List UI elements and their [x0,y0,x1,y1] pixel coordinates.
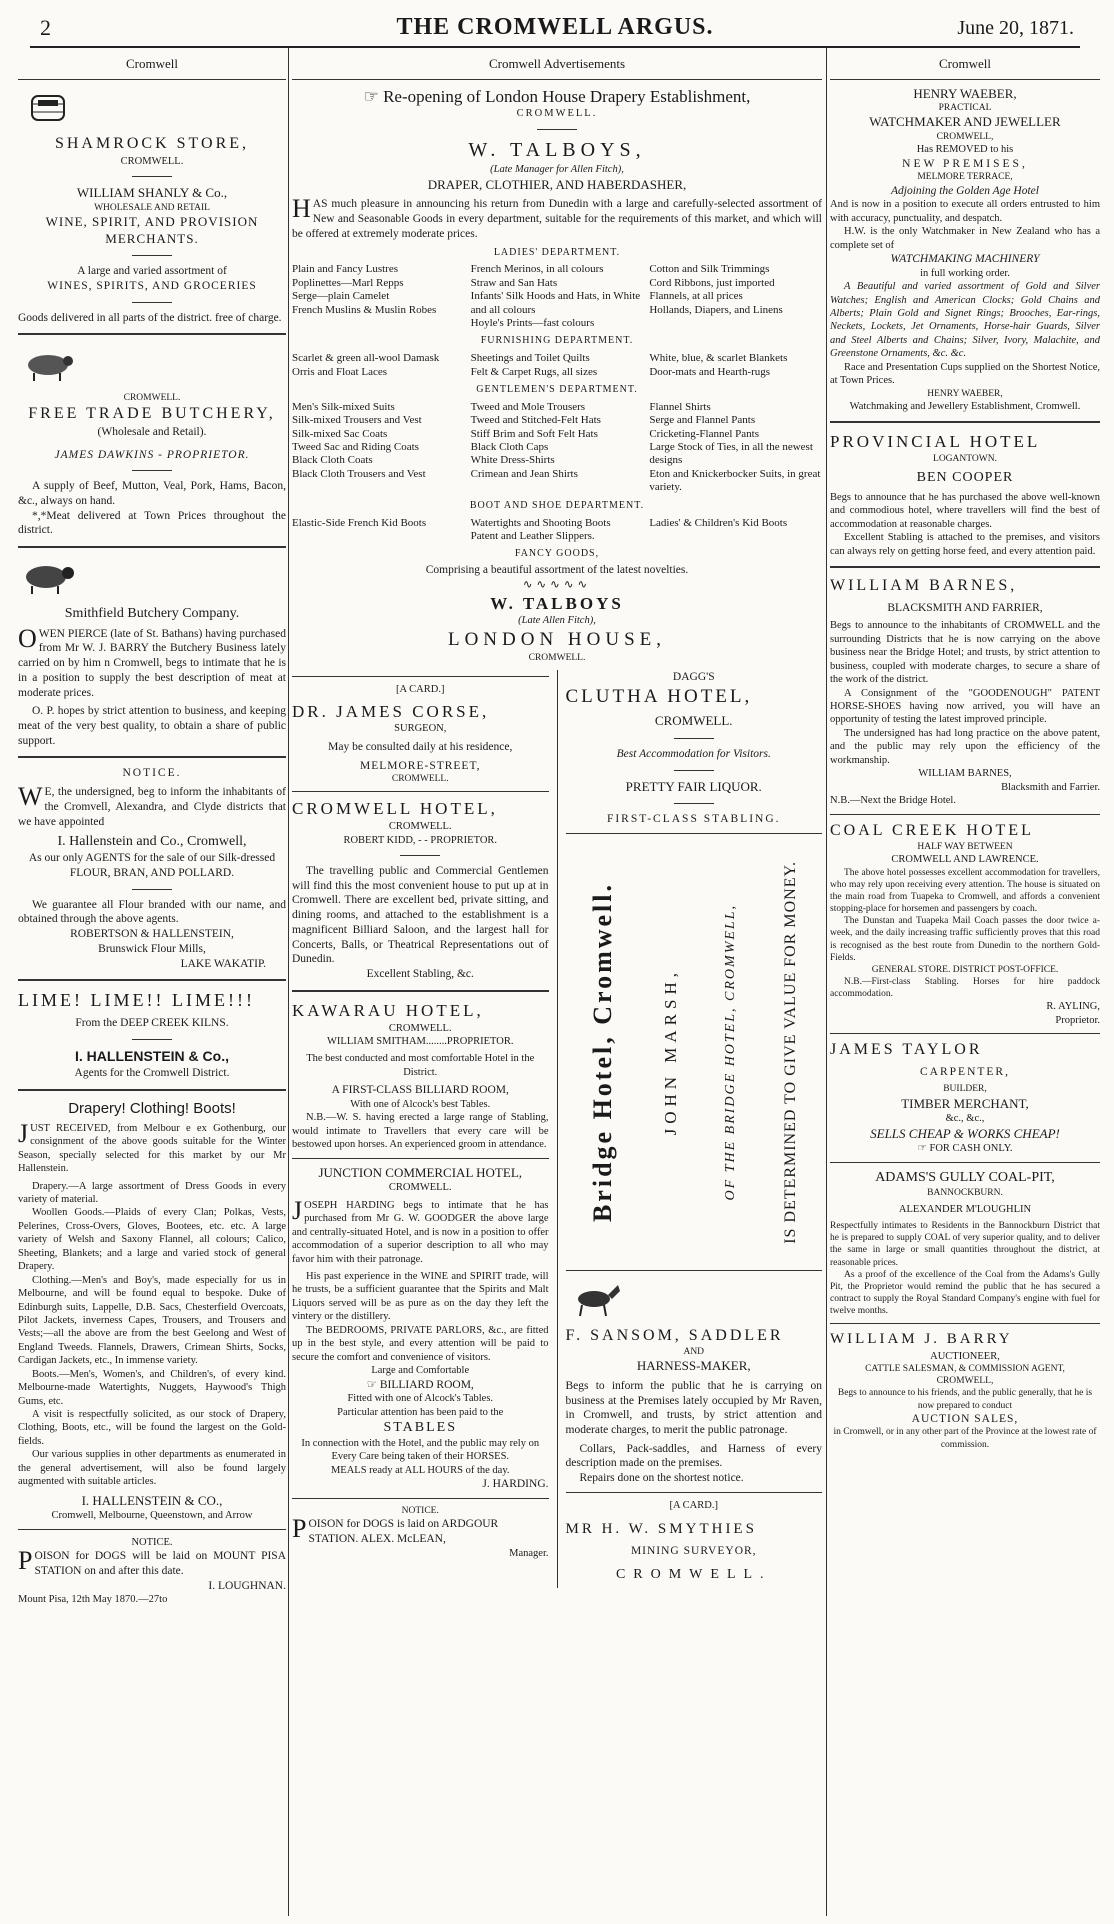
ad-coal-creek-hotel [830,821,1100,1028]
list-item: Men's Silk-mixed Suits Silk-mixed Trousers and Vest Silk-mixed Sac Coats Tweed Sac and Riding Coats Black Cloth Coats Black Cloth Trousers and Vest [292,400,426,480]
ad-title: ADAMS'S GULLY COAL-PIT, [875,1169,1055,1185]
rule [292,791,549,792]
list-item: Sheetings and Toilet Quilts Felt & Carpet Rugs, all sizes [470,352,598,378]
ad-smythies [566,1499,823,1584]
ad-title: COAL CREEK HOTEL [830,821,1034,839]
ad-title: WILLIAM J. BARRY [830,1331,1013,1348]
ad-text: A visit is respectfully solicited, as our stock of Drapery, Clothing, Boots, etc., will be found the largest on the Gold-fields. [18,1409,286,1447]
ad-text: Fitted with one of Alcock's Tables. [347,1393,494,1405]
pointing-hand-icon: ☞ [363,86,379,106]
column-divider [288,48,289,1916]
signature: Manager. [509,1547,549,1559]
ad-subhead: SURGEON, [394,723,447,735]
department-list [292,263,822,330]
ad-title: JUNCTION COMMERCIAL HOTEL, [318,1164,523,1180]
ad-place: CROMWELL. [654,713,733,729]
ad-place: CROMWELL. [120,155,184,167]
ad-subhead: (Late Manager for Allen Fitch), [490,164,624,176]
ad-title: Smithfield Butchery Company. [64,605,240,621]
rule [292,1498,549,1499]
department-heading: BOOT AND SHOE DEPARTMENT. [469,499,645,511]
barrel-engraving [18,90,78,126]
rule [292,1158,549,1159]
ad-text: Excellent Stabling, &c. [366,968,474,981]
proprietor: W. TALBOYS [490,593,624,613]
ad-kawarau-hotel [292,1000,549,1152]
department-heading: LADIES' DEPARTMENT. [493,246,621,258]
ad-text: Particular attention has been paid to the [337,1406,504,1418]
bull-engraving [18,560,78,596]
ad-title: SHAMROCK STORE, [54,135,250,153]
page-number: 2 [40,15,51,40]
ad-text: JOSEPH HARDING begs to intimate that he has purchased from Mr G. W. GOODGER the above large and centrally-situated Hotel, and is now in a position to offer accommodation of a superior description to all who may favor him with their patronage. [292,1195,549,1265]
firm-name: I. HALLENSTEIN & Co., [75,1048,229,1065]
ad-trade: AUCTIONEER, [930,1350,1000,1362]
masthead [30,8,1080,48]
ad-trade: DRAPER, CLOTHIER, AND HABERDASHER, [427,176,687,192]
rule [830,814,1100,815]
ad-text: Large and Comfortable [371,1365,470,1377]
proprietor: WILLIAM SMITHAM........PROPRIETOR. [327,1035,514,1047]
ad-place: CROMWELL. [388,1022,452,1034]
ad-text: MELMORE TERRACE, [917,172,1013,183]
rule [292,676,549,677]
ad-place: CROMWELL. [615,1567,772,1583]
ad-cromwell-hotel [292,798,549,981]
ad-title: CLUTHA HOTEL, [565,685,753,707]
list-item: White, blue, & scarlet Blankets Door-mats and Hearth-rugs [649,352,788,378]
ad-london-house: ☞ Re-opening of London House Drapery Establishment, CROMWELL. W. TALBOYS, (Late Manager for Allen Fitch), DRAPER, CLOTHIER, AND HABERDASHER, HAS much pleasure in announcing his return from Dunedin with a large and carefully-selected assortment of New and Seasonable Goods in every department, suitable for the requirements of this market, and which will be offered at extremely moderate prices. LADIES' DEPARTMENT. Plain and Fancy Lustres Poplinettes—Marl Repps Serge—plain Camelet French Muslins & Muslin Robes French Merinos, in all colours Straw and San Hats Infants' Silk Hoods and Hats, in White and all colours Hoyle's Prints—fast colours Cotton and Silk Trimmings Cord Ribbons, just imported Flannels, at all prices Hollands, Diapers, and Linens FURNISHING DEPARTMENT. Scarlet & green all-wool Damask Orris and Float Laces Sheetings and Toilet Quilts Felt & Carpet Rugs, all sizes White, blue, & scarlet Blankets Door-mats and Hearth-rugs GENTLEMEN'S DEPARTMENT. Men's Silk-mixed Suits Silk-mixed Trousers and Vest Silk-mixed Sac Coats Tweed Sac and Riding Coats Black Cloth Coats Black Cloth Trousers and Vest Tweed and Mole Trousers Tweed and Stitched-Felt Hats Stiff Brim and Soft Felt Hats Black Cloth Caps White Dress-Shirts Crimean and Jean Shirts Flannel Shirts Serge and Flannel Pants Cricketing-Flannel Pants Large Stock of Ties, in all the newest designs Eton and Knickerbocker Suits, in great variety. BOOT AND SHOE DEPARTMENT. Elastic-Side French Kid Boots Watertights and Shooting Boots Patent and Leather Slippers. Ladies' & Children's Kid Boots FANCY GOODS, Comprising a beautiful assortment of the latest novelties. ∿∿∿∿∿ W. TALBOYS (Late Allen Fitch), LONDON HOUSE, CROMWELL. [292,86,822,664]
ad-text: N.B.—Next the Bridge Hotel. [830,795,956,807]
ad-text: N.B.—W. S. having erected a large range of Stabling, would intimate to Travellers that every care will be bestowed upon horses. An experienced groom in attendance. [292,1112,549,1151]
ad-smithfield-butchery [18,556,286,748]
ad-place: CROMWELL. [388,1182,452,1194]
firm-name: WILLIAM SHANLY & Co., [76,185,228,201]
ad-text: FLOUR, BRAN, AND POLLARD. [69,866,235,879]
proprietor: HENRY WAEBER, [913,85,1017,101]
ad-title: LIME! LIME!! LIME!!! [18,990,255,1011]
ad-junction-hotel [292,1165,549,1492]
ad-poison-mount-pisa [18,1536,286,1607]
ad-text: May be consulted daily at his residence, [328,740,513,753]
ad-text: *,*Meat delivered at Town Prices throughout the district. [18,509,286,537]
ad-place: CROMWELL. [516,108,598,120]
ad-free-trade-butchery [18,343,286,538]
column-heading: Cromwell [830,52,1100,80]
rule [566,833,823,834]
rule [830,1162,1100,1163]
pointing-hand-icon: ☞ [917,1143,927,1155]
ad-william-j-barry [830,1330,1100,1450]
ad-text: We guarantee all Flour branded with our name, and obtained through the above agents. [18,898,286,926]
ad-lime [18,989,286,1080]
ad-text: PRETTY FAIR LIQUOR. [625,778,762,794]
divider [400,855,440,856]
department-list [292,401,822,495]
signature: HENRY WAEBER, [927,388,1003,399]
ad-place: CROMWELL, [936,1376,994,1387]
ad-text: OWEN PIERCE (late of St. Bathans) having purchased from Mr W. J. BARRY the Butchery Business lately carried on by him n Cromwell, begs to intimate that he is in a position to supply the best description of meat at moderate prices. [18,623,286,699]
ad-william-barnes [830,576,1100,807]
column-divider [826,48,827,1916]
ad-text: JUST RECEIVED, from Melbour e ex Gothenburg, our consignment of the above goods suitable for the Winter Season, specially selected for this market by our Mr Hallenstein. [18,1118,286,1175]
ad-text: Mount Pisa, 12th May 1870.—27to [18,1594,168,1606]
rule [18,979,286,981]
rule [830,1033,1100,1034]
ad-text: AUCTION SALES, [911,1412,1019,1425]
pointing-hand-icon: ☞ [366,1378,377,1391]
ad-text: Boots.—Men's, Women's, and Children's, of every kind. Melbourne-made Watertights, Nuggets, Haywood's Thigh Gums, etc. [18,1368,286,1407]
signature: WILLIAM BARNES, [918,768,1012,780]
column-center [292,52,822,1912]
ad-text: Respectfully intimates to Residents in the Bannockburn District that he is prepared to supply COAL of very superior quality, and to deliver the same in large or small quantities throughout the district, at reasonable prices. [830,1221,1100,1268]
ad-text: Excellent Stabling is attached to the premises, and visitors can always rely on getting horse feed, and every attention paid. [830,532,1100,557]
ad-title: WILLIAM BARNES, [830,577,1018,595]
ad-subhead: PRACTICAL [938,103,992,114]
ad-shamrock-store [18,86,286,326]
ad-subhead: HALF WAY BETWEEN [917,842,1013,852]
ad-text: The undersigned has had long practice on the above patent, and the public may rely upon the efficiency of the workmanship. [830,727,1100,766]
ad-text: His past experience in the WINE and SPIRIT trade, will he trusts, be a sufficient guarantee that the Spirits and Malt Liquors served will be as pure as on the day they left the vintery or the distillery. [292,1271,549,1323]
divider [674,738,714,739]
ad-text: MEALS ready at ALL HOURS of the day. [330,1464,510,1476]
list-item: Elastic-Side French Kid Boots [292,516,427,529]
divider [674,803,714,804]
ad-text: Agents for the Cromwell District. [74,1066,230,1079]
ad-place: LOGANTOWN. [933,453,997,464]
proprietor: JAMES DAWKINS - PROPRIETOR. [54,448,250,461]
proprietor: JOHN MARSH, [660,968,680,1136]
rule [830,421,1100,423]
ad-text: FOR CASH ONLY. [929,1143,1013,1155]
department-heading: GENTLEMEN'S DEPARTMENT. [476,384,638,396]
cow-engraving [18,347,78,383]
rule [18,546,286,548]
ad-title: MR H. W. SMYTHIES [565,1521,757,1538]
ad-text: HAS much pleasure in announcing his return from Dunedin with a large and carefully-selected assortment of New and Seasonable Goods in every department, suitable for the requirements of this market, and which will be offered at extremely moderate prices. [292,194,822,240]
ad-text: IS DETERMINED TO GIVE VALUE FOR MONEY. [782,860,800,1244]
proprietor: BEN COOPER [916,470,1014,486]
ad-place: CROMWELL, [936,132,994,143]
ad-trade: BLACKSMITH AND FARRIER, [887,601,1043,614]
ad-title: KAWARAU HOTEL, [292,1000,484,1020]
department-heading: FURNISHING DEPARTMENT. [480,335,634,347]
ad-text: A supply of Beef, Mutton, Veal, Pork, Hams, Bacon, &c., always on hand. [18,480,286,507]
department-heading: FANCY GOODS, [514,548,600,560]
signature: I. LOUGHNAN. [208,1579,286,1592]
issue-date: June 20, 1871. [957,17,1074,39]
ad-place: CROMWELL AND LAWRENCE. [891,854,1039,866]
proprietor: ROBERT KIDD, - - PROPRIETOR. [343,834,498,846]
ad-adams-gully [830,1169,1100,1318]
ad-title: CROMWELL HOTEL, [292,799,498,819]
ad-text: Repairs done on the shortest notice. [579,1472,744,1485]
ad-trade: CARPENTER, [920,1065,1010,1078]
ad-text: The above hotel possesses excellent accommodation for travellers, who may rely upon receiving every attention. The house is situated on the main road from Tuapeka to Cromwell, and affords a convenient stopping-place for horsemen and passengers by coach. [830,867,1100,915]
ad-text: GENERAL STORE. DISTRICT POST-OFFICE. [871,964,1059,975]
list-item: Tweed and Mole Trousers Tweed and Stitched-Felt Hats Stiff Brim and Soft Felt Hats Black Cloth Caps White Dress-Shirts Crimean and Jean Shirts [470,400,601,480]
ad-text: O. P. hopes by strict attention to business, and keeping meat of the very best quality, to obtain a share of public support. [18,705,286,747]
rule [830,1323,1100,1324]
ad-text: Begs to inform the public that he is carrying on business at the Premises lately occupied by Mr Raven, in Cromwell, and trusts, by strict attention and moderate charges, to merit the public patronage. [565,1379,822,1437]
center-lower-left [292,670,549,1588]
horse-engraving [566,1281,626,1317]
ad-subhead: [A CARD.] [669,1499,718,1511]
ad-text: Begs to announce that he has purchased the above well-known and commodious hotel, where travellers will find the best of accommodation at reasonable charges. [830,492,1100,530]
ad-text: WE, the undersigned, beg to inform the inhabitants of the Cromvell, Alexandra, and Clyde districts that we have appointed [18,782,286,828]
divider [132,176,172,177]
ad-text: In connection with the Hotel, and the public may rely on [301,1438,540,1450]
rule [18,756,286,758]
signature: ROBERTSON & HALLENSTEIN, [70,928,234,941]
column-right [830,52,1100,1912]
ad-text: As our only AGENTS for the sale of our Silk-dressed [28,852,276,865]
ad-text: N.B.—First-class Stabling. Horses for hire paddock accommodation. [830,977,1100,1000]
ad-text: H.W. is the only Watchmaker in New Zealand who has a complete set of [830,226,1100,251]
ad-title: Re-opening of London House Drapery Establishment, [383,86,751,106]
ad-text: Collars, Pack-saddles, and Harness of every description made on the premises. [565,1442,822,1470]
ad-place: CROMWELL. [388,821,452,833]
ad-sansom-saddler [566,1277,823,1486]
ad-trade: HARNESS-MAKER, [636,1358,751,1374]
ad-text: in Cromwell, or in any other part of the Province at the lowest rate of commission. [833,1427,1097,1450]
ad-ardgour-notice [292,1505,549,1560]
ad-text: STABLES [383,1420,458,1436]
ad-title: Bridge Hotel, Cromwell. [587,881,617,1222]
signature: Brunswick Flour Mills, [98,942,206,955]
divider [132,302,172,303]
ad-text: A large and varied assortment of [77,265,227,278]
list-item: French Merinos, in all colours Straw and San Hats Infants' Silk Hoods and Hats, in White and all colours Hoyle's Prints—fast colours [470,263,641,330]
ad-notice-flour [18,766,286,971]
ad-subhead: CATTLE SALESMAN, & COMMISSION AGENT, [865,1364,1065,1375]
ad-james-taylor [830,1040,1100,1155]
signature: Blacksmith and Farrier. [1001,781,1100,793]
ad-text: From the DEEP CREEK KILNS. [75,1017,229,1030]
ad-text: As a proof of the excellence of the Coal from the Adams's Gully Pit, the Proprietor would remind the public that he has secured a contract to supply the Royal Standard Company's engine with fuel for twelve months. [830,1269,1100,1317]
ad-subhead: MINING SURVEYOR, [630,1544,757,1557]
ad-text: Best Accommodation for Visitors. [616,747,771,760]
ad-text: Comprising a beautiful assortment of the latest novelties. [425,564,689,577]
ad-subhead: (Wholesale and Retail). [97,425,207,438]
ad-text: The travelling public and Commercial Gentlemen will find this the most convenient house to put up at in Cromwell. There are excellent bed, private sitting, and dining rooms, and attached to the establishment is a magnificent Billiard Saloon, and the largest hall for Concerts, Balls, or Theatrical Representations out of Dunedin. [292,865,549,966]
divider [132,889,172,890]
ad-text: WINES, SPIRITS, AND GROCERIES [47,280,257,292]
center-lower-split [292,670,822,1588]
ad-text: FIRST-CLASS STABLING. [606,813,781,826]
ad-title: DR. JAMES CORSE, [292,701,490,721]
signature: Watchmaking and Jewellery Establishment, Cromwell. [849,400,1081,412]
ad-clutha-hotel [566,670,823,827]
ad-title: F. SANSOM, SADDLER [565,1326,784,1344]
ad-title: NOTICE. [131,1536,173,1548]
ad-place: BANNOCKBURN. [927,1187,1003,1198]
ad-text: Goods delivered in all parts of the district. free of charge. [18,311,282,324]
proprietor: ALEXANDER M'LOUGHLIN [898,1203,1032,1215]
rule [18,333,286,335]
ad-text: A FIRST-CLASS BILLIARD ROOM, [331,1084,509,1097]
ad-subhead: AND [683,1347,705,1358]
department-list [292,517,822,544]
rule [566,1270,823,1271]
ad-title: NOTICE. [122,767,182,780]
divider [132,1039,172,1040]
ad-place: CROMWELL. [123,393,181,404]
ad-text: Clothing.—Men's and Boy's, made especially for us in Melbourne, and will be found equal to bespoke. Duke of Edinburgh suits, Lappelle, D.B. Sacs, Chesterfield Overcoats, Pilot Jackets, inverness Capes, Trousers, and Trousers and Vests;—all the above are from the best Geelong and West of England Tweeds. Flannels, Drawers, Crimean Shirts, Socks, Cardigan Jackets, etc., In immense variety. [18,1274,286,1367]
ad-bridge-hotel [566,842,823,1262]
ad-subhead: OF THE BRIDGE HOTEL, CROMWELL, [723,903,739,1201]
ad-text: The Dunstan and Tuapeka Mail Coach passes the door twice a-week, and the daily increasing traffic sufficiently proves that this road is recognised as the best route from Dunedin to the northern Gold-Fields. [830,916,1100,963]
ad-text: POISON for DOGS is laid on ARDGOUR STATION. ALEX. McLEAN, [292,1514,499,1545]
ad-trade: WINE, SPIRIT, AND PROVISION MERCHANTS. [45,214,259,246]
rule [292,990,549,992]
signature: Proprietor. [1055,1014,1100,1026]
signature: LAKE WAKATIP. [180,957,266,970]
list-item: Flannel Shirts Serge and Flannel Pants Cricketing-Flannel Pants Large Stock of Ties, in all the newest designs Eton and Knickerbocker Suits, in great variety. [649,400,821,494]
list-item: Watertights and Shooting Boots Patent and Leather Slippers. [470,516,611,542]
ad-text: Cromwell, Melbourne, Queenstown, and Arrow [51,1510,253,1522]
ad-text: With one of Alcock's best Tables. [350,1099,491,1111]
ad-title: WATCHMAKER AND JEWELLER [869,114,1061,130]
ad-subhead: [A CARD.] [396,684,445,696]
column-left [18,52,286,1912]
signature: J. HARDING. [482,1478,549,1491]
ad-text: The best conducted and most comfortable Hotel in the District. [306,1053,535,1078]
ad-text: POISON for DOGS will be laid on MOUNT PISA STATION on and after this date. [18,1546,286,1577]
ad-title: Drapery! Clothing! Boots! [68,1099,236,1117]
list-item: Scarlet & green all-wool Damask Orris and Float Laces [292,352,440,378]
ad-text: in full working order. [920,267,1010,279]
ad-text: The BEDROOMS, PRIVATE PARLORS, &c., are fitted up in the best style, and every attention will be paid to secure the comfort and convenience of visitors. [292,1324,549,1363]
ad-henry-waeber [830,86,1100,414]
signature: R. AYLING, [1046,1001,1100,1013]
ad-title: LONDON HOUSE, [447,628,667,650]
ad-place: CROMWELL. [391,774,449,785]
ad-text: Begs to announce to his friends, and the public generally, that he is now prepared to conduct [837,1388,1093,1411]
firm-name: I. HALLENSTEIN & CO., [81,1492,223,1508]
ad-subhead: DAGG'S [672,671,715,684]
rule [830,566,1100,568]
column-heading: Cromwell Advertisements [292,52,822,80]
ad-drapery [18,1099,286,1523]
rule [18,1529,286,1530]
ad-text: Adjoining the Golden Age Hotel [891,184,1039,197]
ad-title: PROVINCIAL HOTEL [830,432,1041,452]
ad-place: CROMWELL. [528,653,586,664]
department-list [292,352,822,379]
ad-text: Woollen Goods.—Plaids of every Clan; Polkas, Vests, Pelerines, Cross-Overs, Gloves, Bootees, etc. etc. A large variety of Welsh and Saxony Flannel, all colours; Calico, Sheeting, Blankets; and a large and varied stock of general Drapery. [18,1207,286,1273]
list-item: Cotton and Silk Trimmings Cord Ribbons, just imported Flannels, at all prices Hollands, Diapers, and Linens [649,263,783,316]
rule [566,1492,823,1493]
column-heading: Cromwell [18,52,286,80]
ad-text: Begs to announce to the inhabitants of CROMWELL and the surrounding Districts that he is now carrying on the above business near the Bridge Hotel; and trusts, by strict attention to business, coupled with moderate charges, to secure a share of the work of the district. [830,620,1100,686]
ad-text: BILLIARD ROOM, [379,1378,474,1391]
firm-name: I. Hallenstein and Co., Cromwell, [57,834,247,850]
ad-text: MELMORE-STREET, [359,759,481,772]
center-lower-right [566,670,823,1588]
divider [132,255,172,256]
ad-dr-corse [292,683,549,785]
divider [132,470,172,471]
divider [537,129,577,130]
ad-text: Our various supplies in other departments as enumerated in the general advertisement, will also be found largely augmented with suitable articles. [18,1449,286,1488]
proprietor: W. TALBOYS, [468,138,646,161]
divider [674,770,714,771]
newspaper-title: THE CROMWELL ARGUS. [396,14,714,40]
column-divider [557,670,558,1588]
ad-text: Race and Presentation Cups supplied on the Shortest Notice, at Town Prices. [830,361,1100,387]
ad-text: SELLS CHEAP & WORKS CHEAP! [870,1125,1060,1141]
ad-text: A Consignment of the "GOODENOUGH" PATENT HORSE-SHOES having now arrived, you will have an opportunity of testing the latest improved principle. [830,687,1100,726]
ad-text: &c., &c., [945,1113,985,1125]
list-item: Ladies' & Children's Kid Boots [649,516,788,529]
ad-text: A Beautiful and varied assortment of Gold and Silver Watches; English and American Clocks; Gold Chains and Alberts; Plain Gold and Signet Rings; Brooches, Ear-rings, Neckets, Lockets, Jet Ornaments, Horse-hair Guards, Silver and Steel Alberts and Chains; Silver, Ivory, Malachite, and Greenstone Ornaments, &c. &c. [830,281,1100,360]
ad-text: WATCHMAKING MACHINERY [890,252,1040,265]
ad-text: Every Care being taken of their HORSES. [331,1451,510,1463]
ad-title: NOTICE. [401,1506,439,1517]
rule [18,1089,286,1091]
ad-trade: TIMBER MERCHANT, [901,1095,1029,1111]
ad-subhead: BUILDER, [943,1084,987,1095]
ad-text: And is now in a position to execute all orders entrusted to him with accuracy, punctuality, and despatch. [830,199,1100,224]
ad-title: FREE TRADE BUTCHERY, [28,405,276,423]
ad-subhead: WHOLESALE AND RETAIL [94,202,210,213]
ad-provincial-hotel [830,431,1100,558]
ad-text: Drapery.—A large assortment of Dress Goods in every variety of material. [18,1180,286,1206]
ad-title: JAMES TAYLOR [830,1041,983,1059]
ad-subhead: (Late Allen Fitch), [518,615,596,627]
ad-text: Has REMOVED to his [916,144,1014,156]
list-item: Plain and Fancy Lustres Poplinettes—Marl Repps Serge—plain Camelet French Muslins & Muslin Robes [292,263,437,316]
ad-text: NEW PREMISES, [902,157,1028,170]
